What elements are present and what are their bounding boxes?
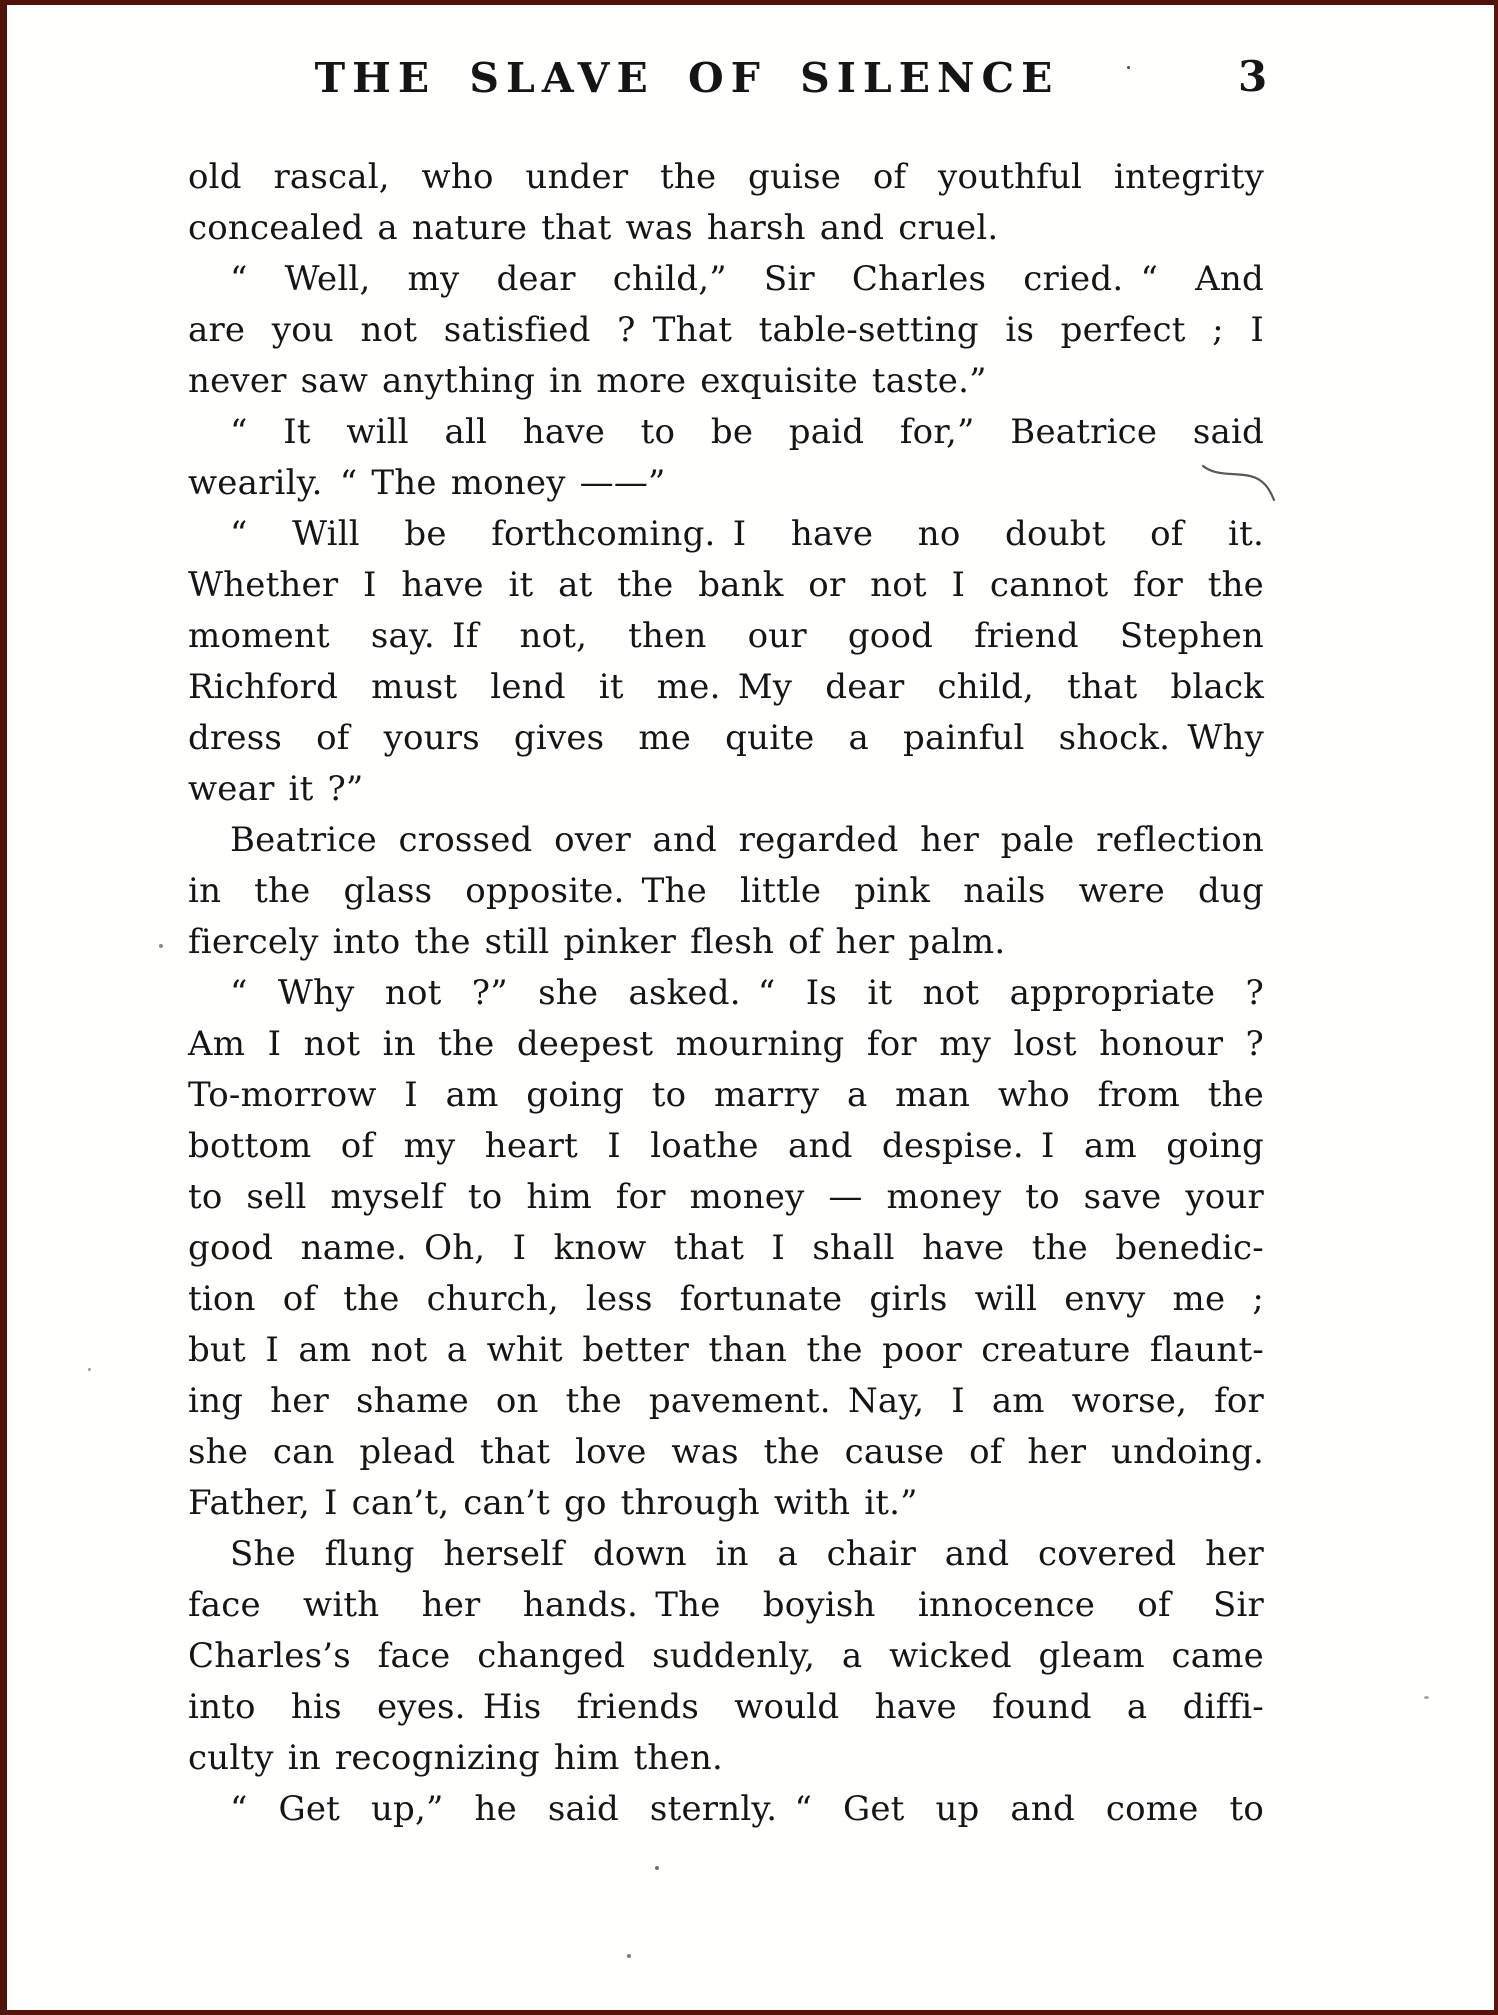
scan-speck <box>88 1368 91 1371</box>
text-line: Am I not in the deepest mourning for my lost honour ? <box>188 1024 1264 1064</box>
text-line: Father, I can’t, can’t go through with it.” <box>188 1483 918 1523</box>
text-line: bottom of my heart I loathe and despise. I am going <box>188 1126 1264 1166</box>
text-line: wear it ?” <box>188 769 364 809</box>
text-line: moment say. If not, then our good friend Stephen <box>188 616 1264 656</box>
text-line: never saw anything in more exquisite taste.” <box>188 361 987 401</box>
text-line: concealed a nature that was harsh and cruel. <box>188 208 999 248</box>
text-line: tion of the church, less fortunate girls will envy me ; <box>188 1279 1264 1319</box>
scan-edge-bottom <box>0 2010 1498 2015</box>
text-line: dress of yours gives me quite a painful shock. Why <box>188 718 1264 758</box>
running-head <box>0 54 1498 114</box>
text-line: To-morrow I am going to marry a man who from the <box>188 1075 1264 1115</box>
text-line: but I am not a whit better than the poor creature flaunt- <box>188 1330 1264 1370</box>
scan-speck <box>627 1954 631 1958</box>
page-number: 3 <box>1238 52 1268 101</box>
text-line: culty in recognizing him then. <box>188 1738 723 1778</box>
scan-speck <box>1127 66 1130 69</box>
text-line: She flung herself down in a chair and covered her <box>230 1534 1264 1574</box>
text-line: Whether I have it at the bank or not I cannot for the <box>188 565 1264 605</box>
pencil-mark-icon <box>1200 458 1286 506</box>
text-line: Charles’s face changed suddenly, a wicked gleam came <box>188 1636 1264 1676</box>
text-line: “ Will be forthcoming. I have no doubt of it. <box>230 514 1264 554</box>
scan-speck <box>1424 1696 1429 1699</box>
text-line: Beatrice crossed over and regarded her pale reflection <box>230 820 1264 860</box>
text-line: face with her hands. The boyish innocence of Sir <box>188 1585 1264 1625</box>
text-line: into his eyes. His friends would have found a diffi- <box>188 1687 1264 1727</box>
text-line: to sell myself to him for money — money to save your <box>188 1177 1264 1217</box>
text-line: are you not satisfied ? That table-setting is perfect ; I <box>188 310 1264 350</box>
scan-speck <box>655 1866 659 1870</box>
text-line: good name. Oh, I know that I shall have the benedic- <box>188 1228 1264 1268</box>
text-line: “ Get up,” he said sternly. “ Get up and come to <box>230 1789 1264 1829</box>
scan-edge-top <box>0 0 1498 5</box>
text-line: old rascal, who under the guise of youthful integrity <box>188 157 1264 197</box>
text-line: she can plead that love was the cause of her undoing. <box>188 1432 1264 1472</box>
text-line: Richford must lend it me. My dear child, that black <box>188 667 1264 707</box>
scan-speck <box>159 944 163 948</box>
text-line: “ Well, my dear child,” Sir Charles cried. “ And <box>230 259 1264 299</box>
scan-edge-right <box>1494 0 1498 2015</box>
body-text <box>188 152 1264 1835</box>
text-line: wearily. “ The money ——” <box>188 463 666 503</box>
text-line: “ Why not ?” she asked. “ Is it not appropriate ? <box>230 973 1264 1013</box>
text-line: fiercely into the still pinker flesh of her palm. <box>188 922 1006 962</box>
page-title: THE SLAVE OF SILENCE <box>314 54 1060 102</box>
text-line: “ It will all have to be paid for,” Beatrice said <box>230 412 1264 452</box>
text-line: in the glass opposite. The little pink nails were dug <box>188 871 1264 911</box>
text-line: ing her shame on the pavement. Nay, I am worse, for <box>188 1381 1264 1421</box>
scan-edge-left <box>0 0 7 2015</box>
